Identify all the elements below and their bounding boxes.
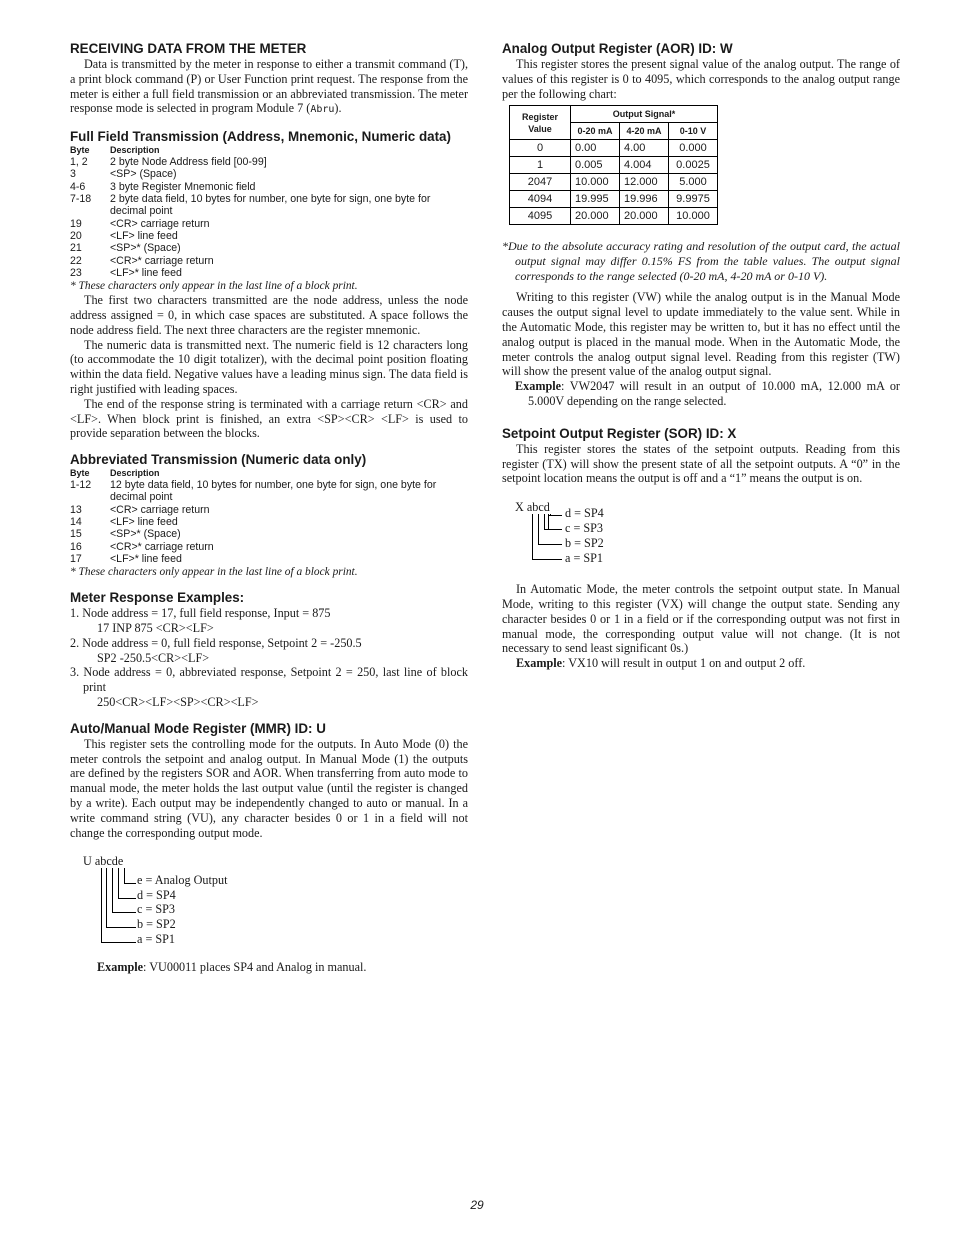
full-field-p3: The end of the response string is terminated with a carriage return <CR> and <LF>. When block print is finished, an extra <SP><CR> <LF> is used to provide separation between the blocks. — [70, 396, 468, 441]
byte-number: 17 — [70, 552, 82, 565]
right-column — [502, 40, 900, 671]
sor-title: Setpoint Output Register (SOR) ID: X — [502, 425, 737, 441]
byte-row — [70, 255, 468, 267]
byte-description: 2 byte data field, 10 bytes for number, one byte for sign, one byte for decimal point — [110, 193, 431, 218]
signal-value-cell: 19.995 — [571, 191, 620, 208]
byte-description: <SP>* (Space) — [110, 528, 181, 541]
examples-list — [70, 606, 468, 710]
mmr-text: This register sets the controlling mode for the outputs. In Auto Mode (0) the meter controls the setpoint and analog output. In Manual Mode (1) the outputs are defined by the registers SOR and AOR. When transferring from auto mode to manual mode, the meter holds the last output value (until the register is changed by a write). Each output may be independently changed to auto or manual. In a write command string (VU), any character besides 0 or 1 in a field will not change the corresponding output mode. — [70, 736, 468, 840]
aor-table-row — [510, 157, 718, 174]
byte-number: 3 — [70, 168, 76, 181]
register-value-cell: 1 — [510, 157, 571, 174]
byte-description: 12 byte data field, 10 bytes for number, one byte for sign, one byte for decimal point — [110, 479, 437, 504]
byte-description: <LF> line feed — [110, 229, 178, 242]
mmr-bit-label: d = SP4 — [137, 888, 176, 903]
signal-value-cell: 20.000 — [571, 208, 620, 225]
sor-bit-label: a = SP1 — [565, 551, 604, 566]
abbrev-table — [70, 468, 468, 565]
sor-bit-label: b = SP2 — [565, 536, 604, 551]
sor-example: Example: VX10 will result in output 1 on and output 2 off. — [516, 656, 806, 671]
aor-note: *Due to the absolute accuracy rating and resolution of the output card, the actual output signal may differ 0.15% FS from the table values. The output signal corresponds to the range selected (0-20 mA, 4-20 mA or 0-10 V). — [502, 239, 900, 284]
output-signal-header: Output Signal* — [571, 106, 718, 123]
byte-number: 23 — [70, 266, 82, 279]
aor-range-table — [509, 105, 718, 225]
signal-value-cell: 12.000 — [620, 174, 669, 191]
register-value-cell: 0 — [510, 140, 571, 157]
byte-description: <CR>* carriage return — [110, 254, 214, 267]
signal-value-cell: 10.000 — [669, 208, 718, 225]
abbrev-note: * These characters only appear in the last line of a block print. — [70, 566, 358, 579]
byte-row — [70, 504, 468, 516]
byte-row — [70, 516, 468, 528]
byte-number: 22 — [70, 254, 82, 267]
byte-row — [70, 528, 468, 540]
full-field-note: * These characters only appear in the last line of a block print. — [70, 280, 358, 293]
abbrev-title: Abbreviated Transmission (Numeric data only) — [70, 452, 367, 468]
aor-p2: Writing to this register (VW) while the analog output is in the Manual Mode causes the output signal level to update immediately to the value sent. While in the Automatic Mode, this register may be written to, but it has no effect until the analog output is placed in the manual mode. When in the Automatic Mode, the meter controls the analog output signal level. Reading from this register (TW) will show the present value of the analog output signal. — [502, 290, 900, 379]
aor-table-row — [510, 174, 718, 191]
byte-description: 3 byte Register Mnemonic field — [110, 180, 256, 193]
byte-number: 16 — [70, 540, 82, 553]
byte-number: 14 — [70, 516, 82, 529]
sor-text: This register stores the states of the setpoint outputs. Reading from this register (TX) will show the present state of all the setpoint outputs. A “0” in the setpoint location means the output is off and a “1” means the output is on. — [502, 441, 900, 486]
byte-row — [70, 156, 468, 168]
signal-value-cell: 0.0025 — [669, 157, 718, 174]
example-item: 2. Node address = 0, full field response, Setpoint 2 = -250.5 — [70, 635, 362, 650]
signal-value-cell: 0.005 — [571, 157, 620, 174]
byte-number: 4-6 — [70, 180, 86, 193]
signal-value-cell: 5.000 — [669, 174, 718, 191]
receiving-text: Data is transmitted by the meter in response to either a transmit command (T), a print block command (P) or User Function print request. The response from the meter is either a full field transmission or an abbreviated transmission. The meter response mode is selected in program Module 7 (Abru). — [70, 57, 468, 116]
mmr-example: Example: VU00011 places SP4 and Analog in manual. — [97, 960, 367, 975]
page-number: 29 — [470, 1198, 484, 1212]
aor-table-row — [510, 191, 718, 208]
signal-value-cell: 4.004 — [620, 157, 669, 174]
byte-row — [70, 267, 468, 279]
register-value-cell: 4095 — [510, 208, 571, 225]
signal-value-cell: 19.996 — [620, 191, 669, 208]
byte-description: <SP> (Space) — [110, 168, 177, 181]
example-result: 17 INP 875 <CR><LF> — [97, 621, 214, 635]
register-value-header: Register Value — [510, 106, 571, 140]
byte-description: <CR>* carriage return — [110, 540, 214, 553]
range-header-0-20ma: 0-20 mA — [571, 123, 620, 140]
aor-text: This register stores the present signal value of the analog output. The range of values of this register is 0 to 4095, which corresponds to the analog output range per the following chart: — [502, 57, 900, 101]
range-header-4-20ma: 4-20 mA — [620, 123, 669, 140]
byte-number: 1, 2 — [70, 156, 88, 169]
byte-description: <LF> line feed — [110, 516, 178, 529]
byte-number: 19 — [70, 217, 82, 230]
sor-bit-label: c = SP3 — [565, 521, 604, 536]
sor-diagram-head: X abcd — [515, 500, 550, 515]
col-byte-header: Byte — [70, 145, 90, 156]
aor-example: Example: VW2047 will result in an output of 10.000 mA, 12.000 mA or 5.000V depending on the range selected. — [515, 379, 900, 408]
byte-row — [70, 242, 468, 254]
mmr-bit-label: b = SP2 — [137, 917, 176, 932]
mmr-title: Auto/Manual Mode Register (MMR) ID: U — [70, 720, 326, 736]
aor-table-row — [510, 208, 718, 225]
example-result: 250<CR><LF><SP><CR><LF> — [97, 694, 259, 709]
signal-value-cell: 0.00 — [571, 140, 620, 157]
byte-row — [70, 168, 468, 180]
col-desc-header: Description — [110, 145, 160, 156]
aor-table-row — [510, 140, 718, 157]
signal-value-cell: 0.000 — [669, 140, 718, 157]
full-field-table — [70, 145, 468, 279]
mmr-diagram-head: U abcde — [83, 854, 124, 869]
aor-title: Analog Output Register (AOR) ID: W — [502, 41, 733, 56]
col-byte-header: Byte — [70, 468, 90, 479]
full-field-p2: The numeric data is transmitted next. The numeric field is 12 characters long (to accommodate the 10 digit totalizer), with the decimal point position floating within the data field. Negative values have a leading minus sign. The data field is right justified with leading spaces. — [70, 337, 468, 396]
sor-p2: In Automatic Mode, the meter controls the setpoint output state. In Manual Mode, writing to this register (VX) will change the output state. Sending any character besides 0 or 1 in a field or if the corresponding output was not first in manual mode, the corresponding output value will not change. (It is not necessary to send least significant 0s.) — [502, 582, 900, 656]
byte-description: <CR> carriage return — [110, 503, 210, 516]
byte-row — [70, 541, 468, 553]
byte-number: 21 — [70, 242, 82, 255]
byte-number: 20 — [70, 229, 82, 242]
sor-bit-label: d = SP4 — [565, 506, 604, 521]
mmr-bit-label: c = SP3 — [137, 902, 176, 917]
left-column — [70, 40, 468, 975]
byte-description: <SP>* (Space) — [110, 242, 181, 255]
signal-value-cell: 20.000 — [620, 208, 669, 225]
sor-bit-diagram — [502, 500, 900, 572]
examples-title: Meter Response Examples: — [70, 590, 245, 606]
signal-value-cell: 4.00 — [620, 140, 669, 157]
byte-row — [70, 553, 468, 565]
byte-row — [70, 479, 468, 504]
byte-description: <LF>* line feed — [110, 552, 182, 565]
signal-value-cell: 9.9975 — [669, 191, 718, 208]
register-value-cell: 2047 — [510, 174, 571, 191]
byte-row — [70, 218, 468, 230]
byte-number: 1-12 — [70, 479, 92, 492]
range-header-0-10v: 0-10 V — [669, 123, 718, 140]
abru-symbol: Abru — [310, 104, 335, 116]
full-field-title: Full Field Transmission (Address, Mnemonic, Numeric data) — [70, 129, 451, 145]
byte-row — [70, 230, 468, 242]
byte-number: 13 — [70, 503, 82, 516]
byte-row — [70, 193, 468, 218]
example-result: SP2 -250.5<CR><LF> — [97, 650, 210, 665]
byte-description: <CR> carriage return — [110, 217, 210, 230]
mmr-bit-diagram — [70, 854, 468, 954]
byte-description: <LF>* line feed — [110, 266, 182, 279]
byte-description: 2 byte Node Address field [00-99] — [110, 156, 267, 169]
example-item: 3. Node address = 0, abbreviated response, Setpoint 2 = 250, last line of block print — [70, 665, 468, 695]
byte-number: 7-18 — [70, 193, 92, 206]
register-value-cell: 4094 — [510, 191, 571, 208]
mmr-bit-label: e = Analog Output — [137, 873, 228, 888]
col-desc-header: Description — [110, 468, 160, 479]
byte-row — [70, 181, 468, 193]
example-item: 1. Node address = 17, full field response, Input = 875 — [70, 606, 331, 621]
mmr-bit-label: a = SP1 — [137, 932, 176, 947]
byte-number: 15 — [70, 528, 82, 541]
full-field-p1: The first two characters transmitted are the node address, unless the node address assigned = 0, in which case spaces are substituted. A space follows the node address field. The next three characters are the register mnemonic. — [70, 293, 468, 337]
receiving-title: RECEIVING DATA FROM THE METER — [70, 41, 307, 56]
signal-value-cell: 10.000 — [571, 174, 620, 191]
